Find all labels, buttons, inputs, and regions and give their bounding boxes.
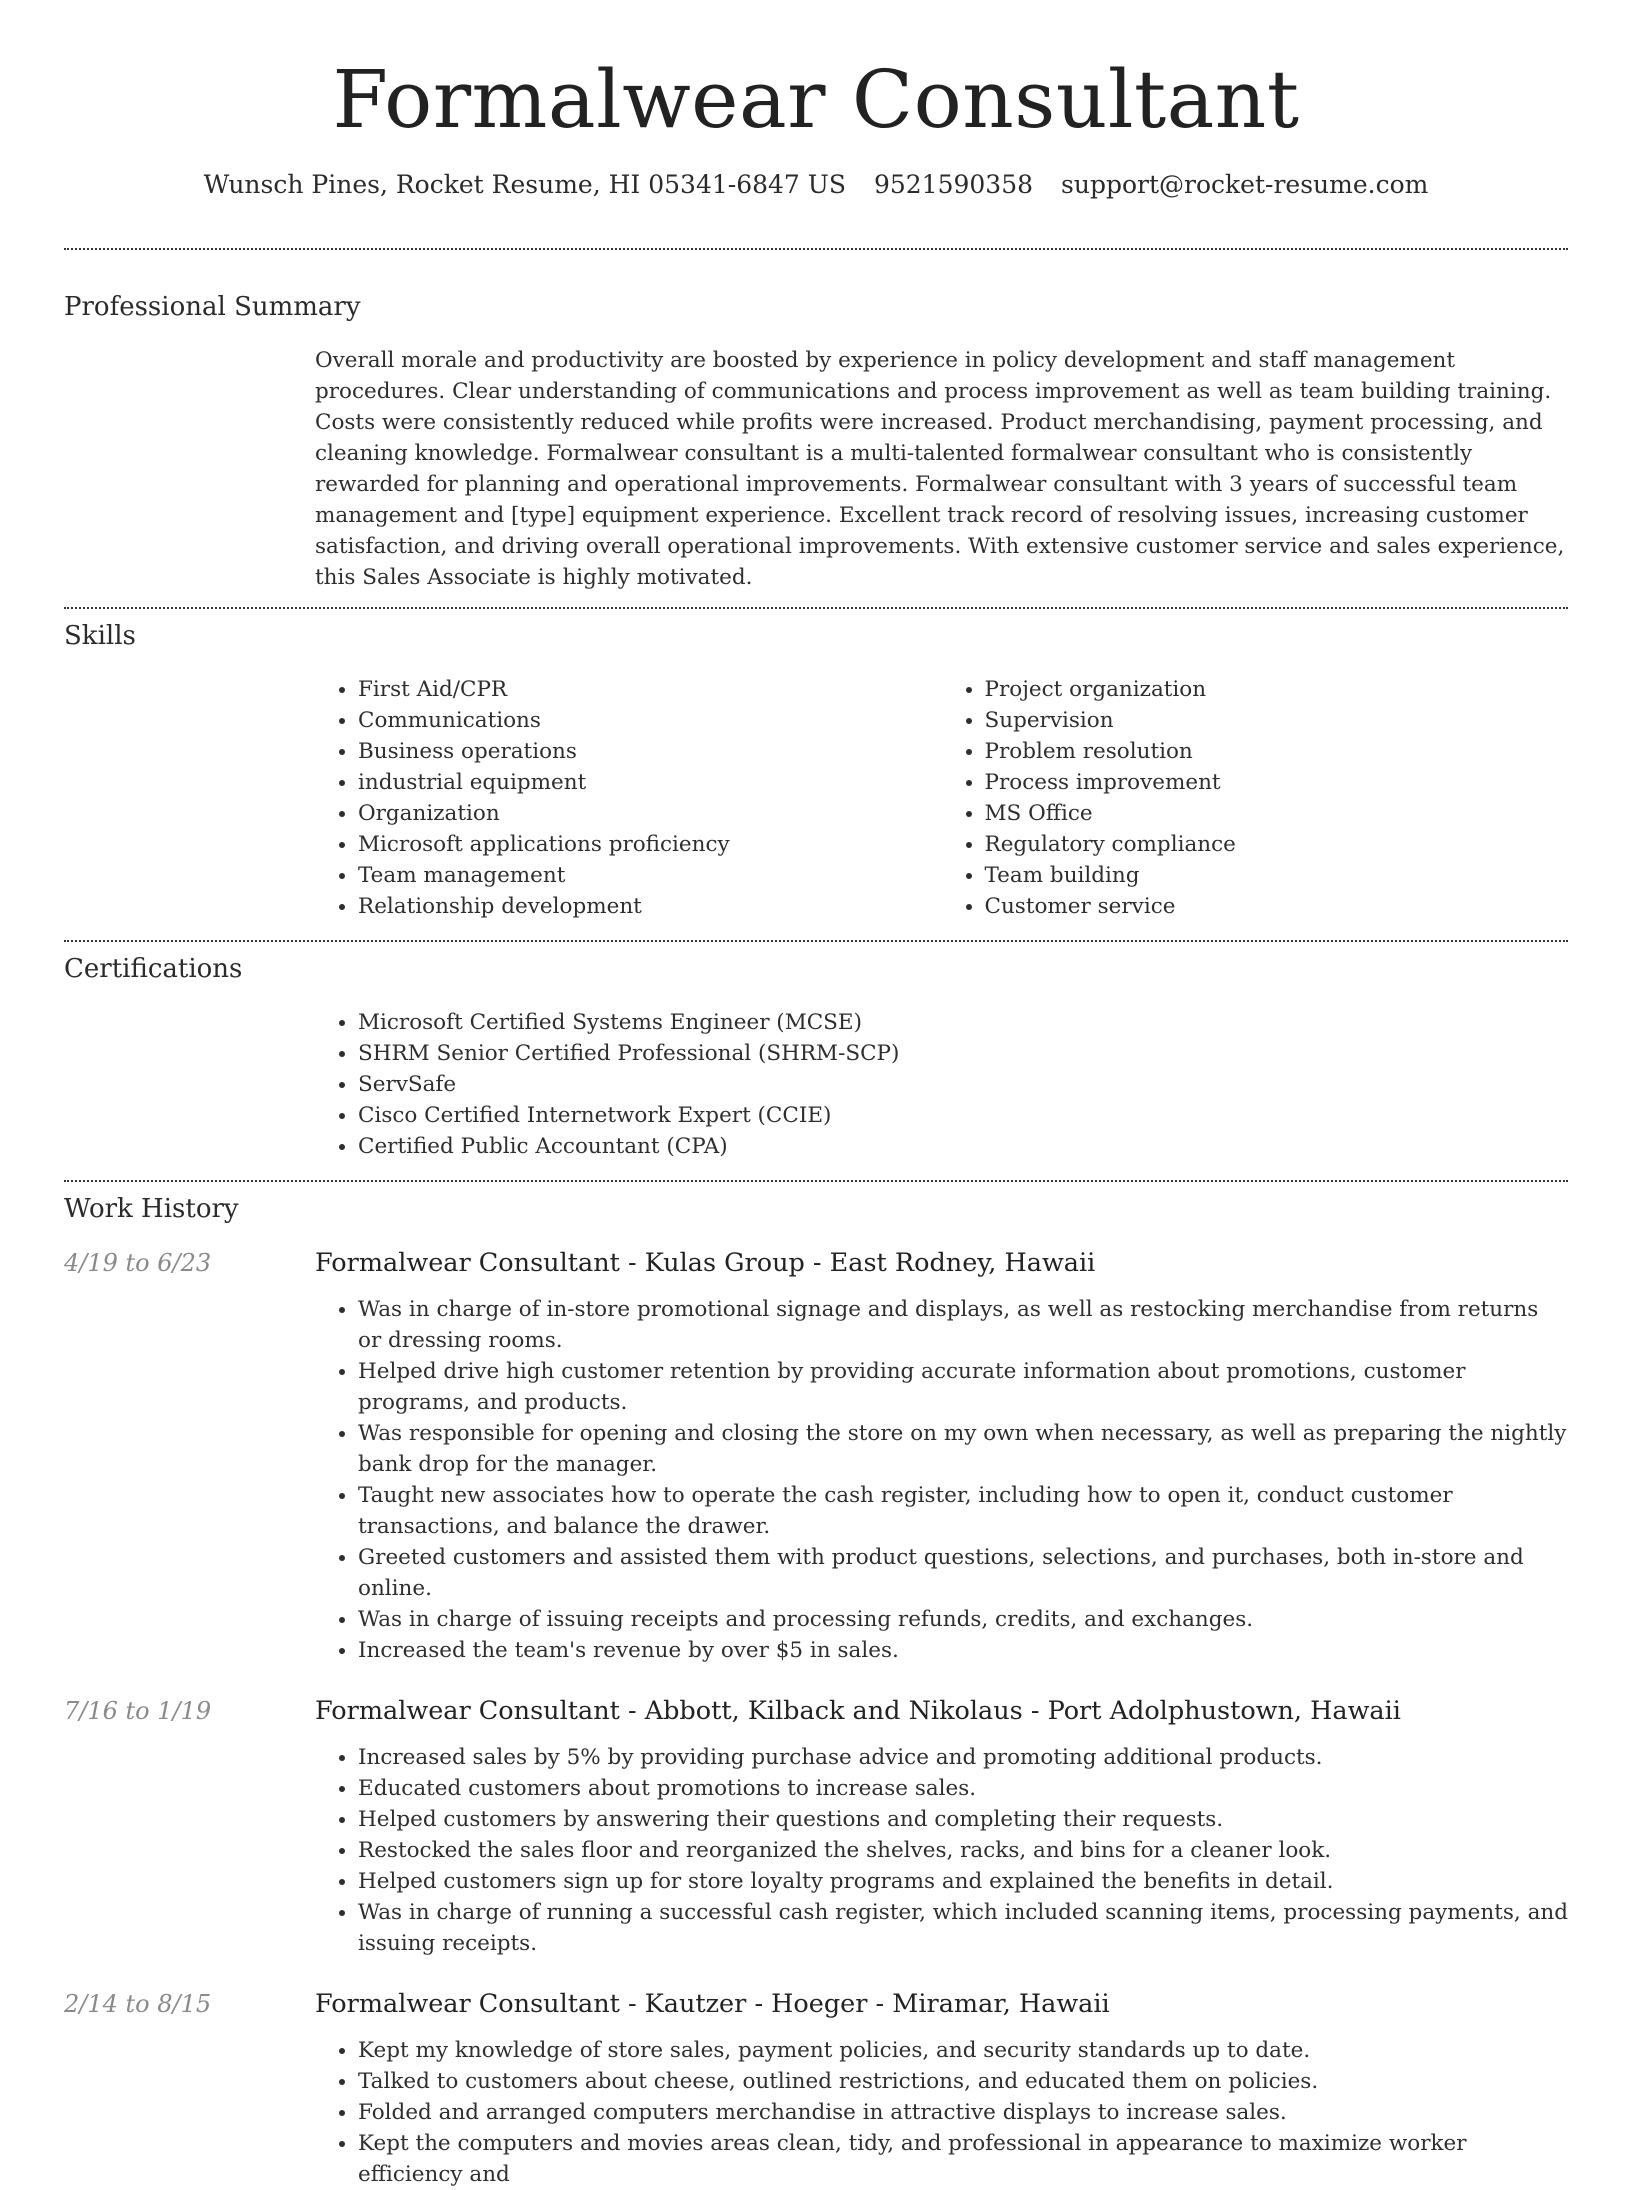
job-entry xyxy=(64,1987,1568,2190)
job-entry xyxy=(64,1246,1568,1666)
skill-item: • Team management xyxy=(358,860,942,891)
skill-item: • First Aid/CPR xyxy=(358,674,942,705)
certification-item: • SHRM Senior Certified Professional (SHRM-SCP) xyxy=(358,1038,1568,1069)
job-bullets xyxy=(315,2035,1568,2190)
skill-item: • industrial equipment xyxy=(358,767,942,798)
certifications-bullets xyxy=(315,1007,1568,1162)
job-dates: 7/16 to 1/19 xyxy=(64,1697,212,1725)
job-bullet: • Kept the computers and movies areas clean, tidy, and professional in appearance to maximize worker efficiency and xyxy=(358,2128,1568,2190)
section-divider xyxy=(64,248,1568,250)
certification-item: • Certified Public Accountant (CPA) xyxy=(358,1131,1568,1162)
skills-column-left xyxy=(315,674,942,922)
job-bullet: • Taught new associates how to operate the cash register, including how to open it, conduct customer transactions, and balance the drawer. xyxy=(358,1480,1568,1542)
job-bullet: • Greeted customers and assisted them with product questions, selections, and purchases, both in-store and online. xyxy=(358,1542,1568,1604)
skill-item: • Communications xyxy=(358,705,942,736)
job-bullet: • Restocked the sales floor and reorganized the shelves, racks, and bins for a cleaner look. xyxy=(358,1835,1568,1866)
job-bullet: • Was in charge of in-store promotional signage and displays, as well as restocking merchandise from returns or dressing rooms. xyxy=(358,1294,1568,1356)
skill-item: • Organization xyxy=(358,798,942,829)
job-bullet: • Helped customers sign up for store loyalty programs and explained the benefits in detail. xyxy=(358,1866,1568,1897)
contact-line xyxy=(64,168,1568,202)
job-title: Formalwear Consultant - Kautzer - Hoeger - Miramar, Hawaii xyxy=(315,1989,1110,2019)
skill-item: • Team building xyxy=(985,860,1569,891)
skill-item: • Process improvement xyxy=(985,767,1569,798)
skills-heading: Skills xyxy=(64,621,136,651)
job-bullet: • Was responsible for opening and closing the store on my own when necessary, as well as preparing the nightly bank drop for the manager. xyxy=(358,1418,1568,1480)
job-bullet: • Kept my knowledge of store sales, payment policies, and security standards up to date. xyxy=(358,2035,1568,2066)
job-bullet: • Increased sales by 5% by providing purchase advice and promoting additional products. xyxy=(358,1742,1568,1773)
certifications-list xyxy=(315,1007,1568,1162)
job-bullet: • Increased the team's revenue by over $5 in sales. xyxy=(358,1635,1568,1666)
certifications-heading: Certifications xyxy=(64,954,243,984)
contact-phone: 9521590358 xyxy=(873,170,1034,199)
skill-item: • Customer service xyxy=(985,891,1569,922)
section-divider xyxy=(64,1180,1568,1182)
job-title: Formalwear Consultant - Kulas Group - East Rodney, Hawaii xyxy=(315,1248,1096,1278)
job-title: Formalwear Consultant - Abbott, Kilback and Nikolaus - Port Adolphustown, Hawaii xyxy=(315,1696,1401,1726)
job-bullet: • Was in charge of running a successful cash register, which included scanning items, processing payments, and issuing receipts. xyxy=(358,1897,1568,1959)
job-bullet: • Helped customers by answering their questions and completing their requests. xyxy=(358,1804,1568,1835)
work-history-heading: Work History xyxy=(64,1194,239,1224)
skills-column-right xyxy=(942,674,1569,922)
candidate-name: Formalwear Consultant xyxy=(332,53,1300,146)
certification-item: • Microsoft Certified Systems Engineer (MCSE) xyxy=(358,1007,1568,1038)
skill-item: • Problem resolution xyxy=(985,736,1569,767)
certification-item: • ServSafe xyxy=(358,1069,1568,1100)
job-dates: 2/14 to 8/15 xyxy=(64,1990,212,2018)
job-bullets xyxy=(315,1742,1568,1959)
job-bullet: • Educated customers about promotions to increase sales. xyxy=(358,1773,1568,1804)
contact-email[interactable]: support@rocket-resume.com xyxy=(1061,170,1429,199)
skill-item: • Supervision xyxy=(985,705,1569,736)
skill-item: • Relationship development xyxy=(358,891,942,922)
certification-item: • Cisco Certified Internetwork Expert (CCIE) xyxy=(358,1100,1568,1131)
job-bullets xyxy=(315,1294,1568,1666)
job-bullet: • Helped drive high customer retention by providing accurate information about promotions, customer programs, and products. xyxy=(358,1356,1568,1418)
contact-address: Wunsch Pines, Rocket Resume, HI 05341-6847 US xyxy=(203,170,846,199)
section-divider xyxy=(64,940,1568,942)
skills-list xyxy=(315,674,1568,922)
resume-page xyxy=(64,0,1568,2190)
section-divider xyxy=(64,607,1568,609)
skill-item: • Business operations xyxy=(358,736,942,767)
job-bullet: • Folded and arranged computers merchandise in attractive displays to increase sales. xyxy=(358,2097,1568,2128)
skill-item: • MS Office xyxy=(985,798,1569,829)
summary-text: Overall morale and productivity are boosted by experience in policy development and staff management procedures. Clear understanding of communications and process improvement as well as team building training. Costs were consistently reduced while profits were increased. Product merchandising, payment processing, and cleaning knowledge. Formalwear consultant is a multi-talented formalwear consultant who is consistently rewarded for planning and operational improvements. Formalwear consultant with 3 years of successful team management and [type] equipment experience. Excellent track record of resolving issues, increasing customer satisfaction, and driving overall operational improvements. With extensive customer service and sales experience, this Sales Associate is highly motivated. xyxy=(315,348,1565,590)
skill-item: • Regulatory compliance xyxy=(985,829,1569,860)
job-bullet: • Was in charge of issuing receipts and processing refunds, credits, and exchanges. xyxy=(358,1604,1568,1635)
skill-item: • Microsoft applications proficiency xyxy=(358,829,942,860)
job-entry xyxy=(64,1694,1568,1959)
job-bullet: • Talked to customers about cheese, outlined restrictions, and educated them on policies. xyxy=(358,2066,1568,2097)
skill-item: • Project organization xyxy=(985,674,1569,705)
job-dates: 4/19 to 6/23 xyxy=(64,1249,212,1277)
summary-heading: Professional Summary xyxy=(64,292,361,322)
